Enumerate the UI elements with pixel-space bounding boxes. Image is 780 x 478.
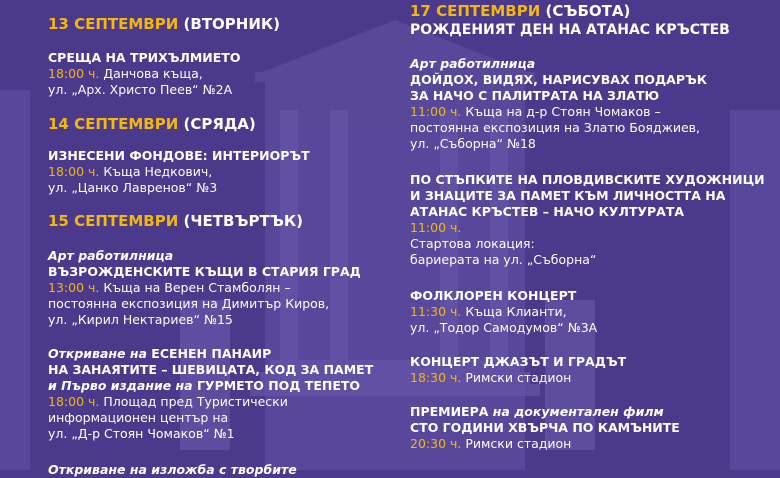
event-po-stapkite: ПО СТЪПКИТЕ НА ПЛОВДИВСКИТЕ ХУДОЖНИЦИ И ЗНАЦИТЕ ЗА ПАМЕТ КЪМ ЛИЧНОСТТА НА АТАНАС КРЪСТЕВ – НАЧО КУЛТУРАТА 11:00 ч. Стартова локация: бариерата на ул. „Съборна“	[410, 172, 765, 267]
event-vazrozhdenski-kashti: Арт работилница ВЪЗРОЖДЕНСКИТЕ КЪЩИ В СТАРИЯ ГРАД 13:00 ч. Къща на Верен Стамболян – постоянна експозиция на Димитър Киров, ул. „Кирил Нектариев“ №15	[48, 248, 361, 327]
event-doydoh-vidyah: Арт работилница ДОЙДОХ, ВИДЯХ, НАРИСУВАХ ПОДАРЪК ЗА НАЧО С ПАЛИТРАТА НА ЗЛАТЮ 11:00 ч. Къща на д-р Стоян Чомаков – постоянна експозиция на Златю Бояджиев, ул. „Съборна“ №18	[410, 56, 707, 151]
day-heading-13: 13 СЕПТЕМВРИ (ВТОРНИК)	[48, 15, 281, 33]
day-heading-14: 14 СЕПТЕМВРИ (СРЯДА)	[48, 115, 256, 133]
event-esenen-panair: Откриване на ЕСЕНЕН ПАНАИР НА ЗАНАЯТИТЕ – ШЕВИЦАТА, КОД ЗА ПАМЕТ и Първо издание на ГУРМЕТО ПОД ТЕПЕТО 18:00 ч. Площад пред Туристически информационен център на ул. „Д-р Стоян Чомаков“ №1	[48, 346, 374, 441]
event-izlozhba: Откриване на изложба с творбите	[48, 462, 297, 477]
day-heading-17: 17 СЕПТЕМВРИ (СЪБОТА)	[410, 2, 631, 20]
day-heading-15: 15 СЕПТЕМВРИ (ЧЕТВЪРТЪК)	[48, 212, 303, 230]
day-subtitle: РОЖДЕНИЯТ ДЕН НА АТАНАС КРЪСТЕВ	[410, 22, 730, 38]
event-trihalmieto: СРЕЩА НА ТРИХЪЛМИЕТО 18:00 ч. Данчова къща, ул. „Арх. Христо Пеев“ №2А	[48, 50, 241, 97]
event-film-premiera: ПРЕМИЕРА на документален филм СТО ГОДИНИ ХВЪРЧА ПО КАМЪНИТЕ 20:30 ч. Римски стадион	[410, 404, 680, 451]
event-dzhaz-koncert: КОНЦЕРТ ДЖАЗЪТ И ГРАДЪТ 18:30 ч. Римски стадион	[410, 354, 627, 385]
event-folkloren-koncert: ФОЛКЛОРЕН КОНЦЕРТ 11:30 ч. Къща Клианти, ул. „Тодор Самодумов“ №3А	[410, 288, 598, 335]
event-fondove: ИЗНЕСЕНИ ФОНДОВЕ: ИНТЕРИОРЪТ 18:00 ч. Къща Недкович, ул. „Цанко Лавренов“ №3	[48, 148, 310, 195]
